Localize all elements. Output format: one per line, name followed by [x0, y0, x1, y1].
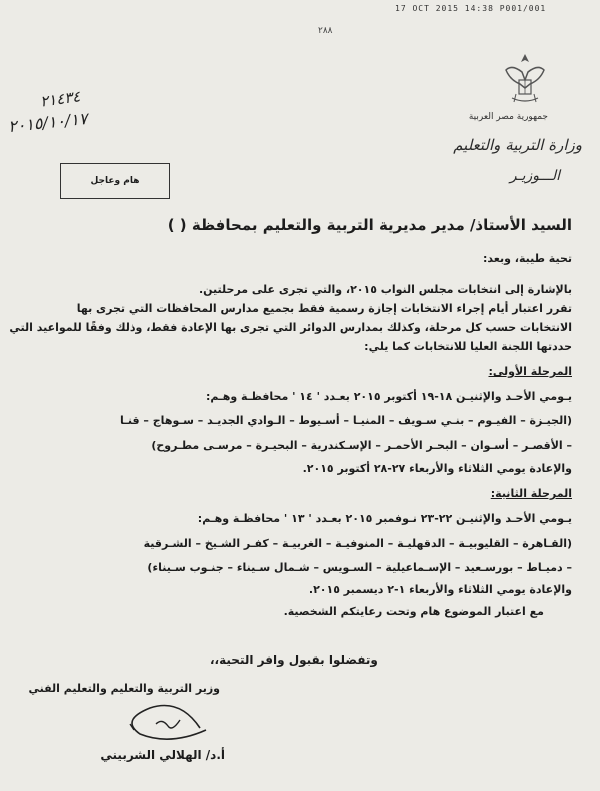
phase1-heading: المرحلة الأولى:: [488, 365, 572, 378]
addressee-line: السيد الأستاذ/ مدير مديرية التربية والتعليم بمحافظة ( ): [167, 216, 572, 234]
fax-header-line: 17 OCT 2015 14:38 P001/001: [395, 4, 547, 13]
signatory-name: أ.د/ الهلالي الشربيني: [100, 748, 225, 762]
closing-line: وتفضلوا بقبول وافر التحية،،: [210, 653, 378, 667]
body-line: الانتخابات حسب كل مرحلة، وكذلك بمدارس الدوائر التي تجرى بها الإعادة فقط، وذلك وفقًا للمواعيد التي: [9, 321, 572, 334]
phase2-line: – دميـاط – بورسـعيد – الإسـماعيلية – السـويس – شـمال سـيناء – جنـوب سـيناء): [147, 561, 572, 574]
phase1-line: والإعادة يومي الثلاثاء والأربعاء ٢٧-٢٨ أكتوبر ٢٠١٥.: [302, 462, 572, 475]
signatory-title: وزير التربية والتعليم والتعليم الفني: [28, 682, 220, 695]
phase2-line: يـومي الأحـد والإثنيـن ٢٢-٢٣ نـوفمبر ٢٠١٥ بعـدد ' ١٣ ' محافظـة وهـم:: [197, 512, 572, 525]
body-line: تقرر اعتبار أيام إجراء الانتخابات إجازة رسمية فقط بجميع مدارس المحافظات التي تجرى بها: [76, 302, 572, 315]
phase1-line: – الأقصـر – أسـوان – البحـر الأحمـر – الإسـكندرية – البحيـرة – مرسـى مطـروح): [151, 439, 572, 452]
incoming-date-stamp: ٢٠١٥/١٠/١٧: [7, 108, 89, 137]
handwritten-signature: [110, 690, 220, 750]
importance-line: مع اعتبار الموضوع هام وتحت رعايتكم الشخصية.: [283, 605, 544, 618]
incoming-number-stamp: ٢١٤٣٤: [38, 87, 82, 111]
phase2-line: (القـاهرة – القليوبيـة – الدقهليـة – المنوفيـة – الغربيـة – كفـر الشـيخ – الشـرقية: [143, 537, 572, 550]
ministry-name: وزارة التربية والتعليم: [453, 136, 582, 154]
eagle-emblem-icon: [500, 50, 550, 110]
phase2-line: والإعادة يومي الثلاثاء والأربعاء ١-٢ ديسمبر ٢٠١٥.: [308, 583, 572, 596]
urgent-box: هام وعاجل: [60, 163, 170, 199]
body-line: بالإشارة إلى انتخابات مجلس النواب ٢٠١٥، والتي تجرى على مرحلتين.: [198, 283, 572, 296]
minister-label: الـــوزيـر: [509, 168, 560, 184]
country-name: جمهورية مصر العربية: [468, 112, 548, 122]
phase1-line: (الجيـزة – الفيـوم – بنـي سـويف – المنيـا – أسـيوط – الـوادي الجديـد – سـوهاج – قنـا: [120, 414, 572, 427]
phase1-line: يـومي الأحـد والإثنيـن ١٨-١٩ أكتوبر ٢٠١٥ بعـدد ' ١٤ ' محافظـة وهـم:: [205, 390, 572, 403]
page-mark: ٢٨٨: [318, 26, 333, 36]
phase2-heading: المرحلة الثانية:: [490, 487, 572, 500]
body-line: حددتها اللجنة العليا للانتخابات كما يلي:: [364, 340, 572, 353]
greeting: تحية طيبة، وبعد:: [483, 252, 572, 265]
